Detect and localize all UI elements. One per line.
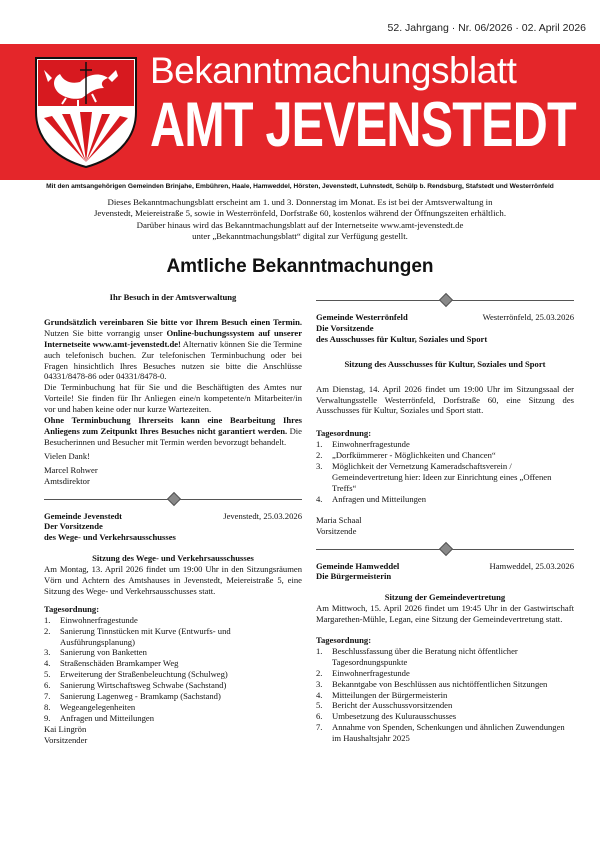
section-divider bbox=[316, 543, 574, 555]
visit-paragraph-2: Die Terminbuchung hat für Sie und die Beschäftigten des Amtes nur Vorteile! Sie finden für Ihr Anliegen eine/n kompetente/n Mitarbeiter/in vor und haben keine oder nur kurze Wartezeiten. bbox=[44, 382, 302, 415]
list-item: 7. Sanierung Lagenweg - Bramkamp (Sachstand) bbox=[44, 691, 221, 702]
divider-diamond-icon bbox=[439, 541, 453, 555]
list-item: 1. Einwohnerfragestunde bbox=[316, 439, 410, 450]
divider-diamond-icon bbox=[439, 293, 453, 307]
list-item: 2. Sanierung Tinnstücken mit Kurve (Entwurfs- und Ausführungsplanung) bbox=[44, 625, 231, 647]
title-line1: Bekanntmachungsblatt bbox=[150, 50, 517, 91]
jevenstedt-text: Am Montag, 13. April 2026 findet um 19:00 Uhr in den Sitzungsräumen Vörn und Achtern des Amtshauses in Jevenstedt, Meiereistraße 5, eine Sitzung des Wege- und Verkehrsausschusses statt. bbox=[44, 564, 302, 596]
intro-text: Dieses Bekanntmachungsblatt erscheint am 1. und 3. Donnerstag im Monat. Es ist bei der Amtsverwaltung in Jevenstedt, Meiereistraße 5, sowie in Westerrönfeld, Dorfstraße 60, kostenlos während der Öffnungszeiten erhältlich. Darüber hinaus wird das Bekanntmachungsblatt auf der Internetseite www.amt-jevenstedt.de unter „Bekanntmachungsblatt“ digital zur Verfügung gestellt. bbox=[93, 197, 507, 242]
main-heading: Amtliche Bekanntmachungen bbox=[166, 256, 434, 277]
list-item: 1. Einwohnerfragestunde bbox=[44, 614, 138, 625]
divider-diamond-icon bbox=[167, 491, 181, 505]
jevenstedt-header: Gemeinde Jevenstedt Jevenstedt, 25.03.2026 bbox=[44, 510, 302, 521]
list-item: 5. Bericht der Ausschussvorsitzenden bbox=[316, 700, 453, 711]
list-item: 1. Beschlussfassung über die Beratung nicht öffentlicher Tagesordnungspunkte bbox=[316, 645, 518, 667]
coat-of-arms-icon bbox=[22, 54, 150, 170]
list-item: 5. Erweiterung der Straßenbeleuchtung (Schulweg) bbox=[44, 669, 228, 680]
list-item: 3. Sanierung von Banketten bbox=[44, 647, 147, 658]
list-item: 2. Einwohnerfragestunde bbox=[316, 667, 410, 678]
list-item: 3. Bekanntgabe von Beschlüssen aus nichtöffentlichen Sitzungen bbox=[316, 678, 548, 689]
visit-thanks: Vielen Dank! bbox=[44, 450, 91, 461]
title-line2: AMT JEVENSTEDT bbox=[150, 90, 576, 160]
list-item: 7. Annahme von Spenden, Schenkungen und ähnlichen Zuwendungen im Haushaltsjahr 2025 bbox=[316, 722, 565, 744]
visit-paragraph-3: Ohne Terminbuchung Ihrerseits kann eine Bearbeitung Ihres Anliegens zum Zeitpunkt Ihres Besuches nicht garantiert werden. Die Besucherinnen und Besucher mit Termin werden bevorzugt behandelt. bbox=[44, 415, 302, 447]
visit-heading: Ihr Besuch in der Amtsverwaltung bbox=[109, 292, 237, 302]
hamweddel-text: Am Mittwoch, 15. April 2026 findet um 19:45 Uhr in der Gastwirtschaft Margarethen-Mühle, Legan, eine Sitzung der Gemeindevertretung statt. bbox=[316, 603, 574, 625]
westerroenfeld-agenda bbox=[316, 439, 574, 504]
list-item: 3. Möglichkeit der Vernetzung Kameradschaftsverein / Gemeindevertretung hier: Ideen zur Einrichtung eines „Offenen Treffs“ bbox=[316, 461, 552, 493]
hamweddel-header: Gemeinde Hamweddel Hamweddel, 25.03.2026 bbox=[316, 560, 574, 571]
jevenstedt-agenda bbox=[44, 615, 302, 724]
issue-info: 52. Jahrgang · Nr. 06/2026 · 02. April 2026 bbox=[387, 22, 586, 34]
list-item: 4. Straßenschäden Bramkamper Weg bbox=[44, 658, 179, 669]
jevenstedt-heading: Sitzung des Wege- und Verkehrsausschusses bbox=[92, 553, 254, 564]
list-item: 2. „Dorfkümmerer - Möglichkeiten und Chancen“ bbox=[316, 450, 496, 461]
list-item: 4. Mitteilungen der Bürgermeisterin bbox=[316, 689, 448, 700]
list-item: 8. Wegeangelegenheiten bbox=[44, 702, 136, 712]
list-item: 9. Anfragen und Mitteilungen bbox=[44, 712, 155, 723]
left-column: Ihr Besuch in der Amtsverwaltung Grundsätzlich vereinbaren Sie bitte vor Ihrem Besuch einen Termin. Nutzen Sie bitte vorrangig unser Online-buchungssystem auf unserer Internetseite www.amt-jevenstedt.de! Alternativ können Sie die Termine auch telefonisch buchen. Zur telefonischen Terminbuchung oder bei Fragen hinsichtlich Ihres Besuches nutzen sie bitte die Anschlüsse 04331/8478-86 oder 04331/8478-0. Die Terminbuchung hat für Sie und die Beschäftigten des Amtes nur Vorteile! Sie finden für Ihr Anliegen eine/n kompetente/n Mitarbeiter/in vor und haben keine oder nur kurze Wartezeiten. Ohne Terminbuchung Ihrerseits kann eine Bearbeitung Ihres Anliegens zum Zeitpunkt Ihres Besuches nicht garantiert werden. Die Besucherinnen und Besucher mit Termin werden bevorzugt behandelt. Vielen Dank! Marcel Rohwer Amtsdirektor Gemeinde Jevenstedt Jevenstedt, 25.03.2026 Der Vorsitzende des Wege- und Verkehrsausschusses Sitzung des Wege- und Verkehrsausschusses Am Montag, 13. April 2026 findet um 19:00 Uhr in den Sitzungsräumen Vörn und Achtern des Amtshauses in Jevenstedt, Meiereistraße 5, eine Sitzung des Wege- und Verkehrsausschusses statt. Tagesordnung: 1. Einwohnerfragestunde 2. Sanierung Tinnstücken mit Kurve (Entwurfs- und Ausführungsplanung) 3. Sanierung von Banketten 4. Straßenschäden Bramkamper Weg 5. Erweiterung der Straßenbeleuchtung (Schulweg) 6. Sanierung Wirtschaftsweg Schwabe (Sachstand) 7. Sanierung Lagenweg - Bramkamp (Sachstand) 8. Wegeangelegenheiten 9. Anfragen und Mitteilungen Kai Lingrön Vorsitzender bbox=[44, 292, 303, 745]
visit-signer-name: Marcel Rohwer bbox=[44, 464, 98, 475]
section-divider bbox=[316, 294, 574, 306]
visit-paragraph-1: Grundsätzlich vereinbaren Sie bitte vor Ihrem Besuch einen Termin. Nutzen Sie bitte vorrangig unser Online-buchungssystem auf unserer Internetseite www.amt-jevenstedt.de! Alternativ können Sie die Termine auch telefonisch buchen. Zur telefonischen Terminbuchung oder bei Fragen hinsichtlich Ihres Besuches nutzen sie bitte die Anschlüsse 04331/8478-86 oder 04331/8478-0. bbox=[44, 316, 303, 382]
visit-signer-role: Amtsdirektor bbox=[44, 475, 90, 486]
list-item: 6. Sanierung Wirtschaftsweg Schwabe (Sachstand) bbox=[44, 680, 227, 691]
hamweddel-agenda bbox=[316, 646, 574, 744]
right-column: Gemeinde Westerrönfeld Westerrönfeld, 25.03.2026 Die Vorsitzende des Ausschusses für Kultur, Soziales und Sport Sitzung des Ausschusses für Kultur, Soziales und Sport Am Dienstag, 14. April 2026 findet um 19:00 Uhr im Sitzungssaal der Verwaltungsstelle Westerrönfeld, Dorfstraße 60, eine Sitzung des Ausschusses für Kultur, Soziales und Sport statt. Tagesordnung: 1. Einwohnerfragestunde 2. „Dorfkümmerer - Möglichkeiten und Chancen“ 3. Möglichkeit der Vernetzung Kameradschaftsverein / Gemeindevertretung hier: Ideen zur Einrichtung eines „Offenen Treffs“ 4. Anfragen und Mitteilungen Maria Schaal Vorsitzende Gemeinde Hamweddel Hamweddel, 25.03.2026 Die Bürgermeisterin Sitzung der Gemeindevertretung Am Mittwoch, 15. April 2026 findet um 19:45 Uhr in der Gastwirtschaft Margarethen-Mühle, Legan, eine Sitzung der Gemeindevertretung statt. Tagesordnung: 1. Beschlussfassung über die Beratung nicht öffentlicher Tagesordnungspunkte 2. Einwohnerfragestunde 3. Bekanntgabe von Beschlüssen aus nichtöffentlichen Sitzungen 4. Mitteilungen der Bürgermeisterin 5. Bericht der Ausschussvorsitzenden 6. Umbesetzung des Kulurausschusses 7. Annahme von Spenden, Schenkungen und ähnlichen Zuwendungen im Haushaltsjahr 2025 bbox=[316, 292, 574, 744]
list-item: 6. Umbesetzung des Kulurausschusses bbox=[316, 711, 457, 722]
westerroenfeld-text: Am Dienstag, 14. April 2026 findet um 19:00 Uhr im Sitzungssaal der Verwaltungsstelle Westerrönfeld, Dorfstraße 60, eine Sitzung des Ausschusses für Kultur, Soziales und Sport statt. bbox=[316, 383, 574, 416]
member-municipalities: Mit den amtsangehörigen Gemeinden Brinjahe, Embühren, Haale, Hamweddel, Hörsten, Jevenstedt, Luhnstedt, Schülp b. Rendsburg, Stafstedt und Westerrönfeld bbox=[46, 183, 554, 190]
section-divider bbox=[44, 493, 302, 505]
hamweddel-heading: Sitzung der Gemeindevertretung bbox=[384, 592, 506, 603]
westerroenfeld-header: Gemeinde Westerrönfeld Westerrönfeld, 25.03.2026 bbox=[316, 312, 574, 322]
westerroenfeld-heading: Sitzung des Ausschusses für Kultur, Soziales und Sport bbox=[344, 358, 546, 369]
list-item: 4. Anfragen und Mitteilungen bbox=[316, 493, 427, 504]
